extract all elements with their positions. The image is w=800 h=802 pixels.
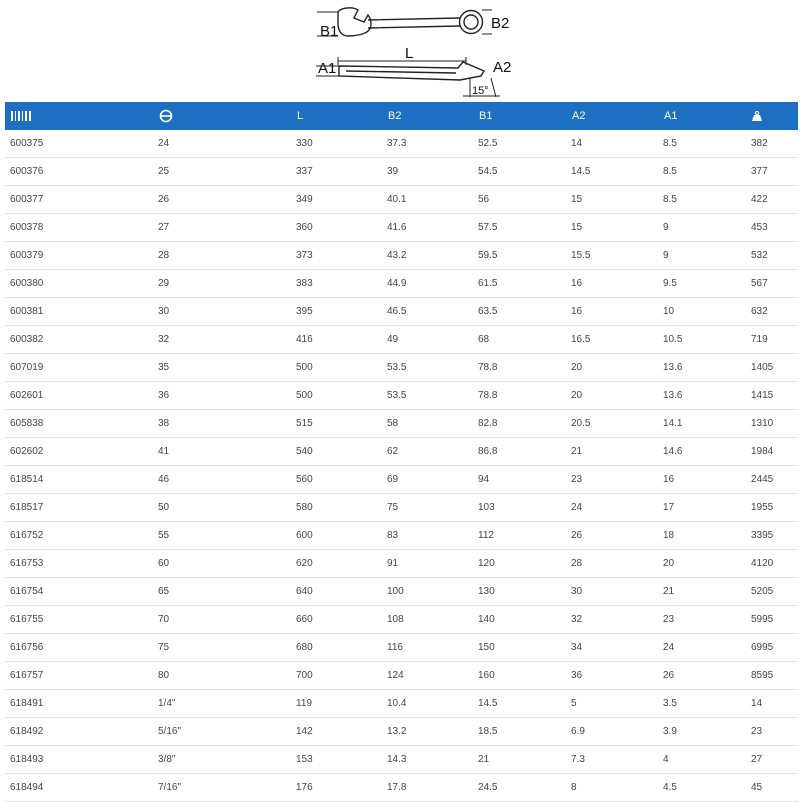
col-header-b2: B2 (382, 102, 473, 130)
cell-b1: 150 (473, 634, 566, 662)
cell-article: 616752 (5, 522, 153, 550)
cell-l: 337 (291, 158, 382, 186)
cell-a1: 16 (658, 466, 746, 494)
col-header-article (5, 102, 153, 130)
cell-weight: 1405 (746, 354, 798, 382)
cell-b2: 69 (382, 466, 473, 494)
cell-b1: 130 (473, 578, 566, 606)
cell-article: 618517 (5, 494, 153, 522)
cell-a1: 3.9 (658, 718, 746, 746)
cell-b2: 53.5 (382, 382, 473, 410)
cell-b2: 41.6 (382, 214, 473, 242)
cell-article: 618492 (5, 718, 153, 746)
label-l: L (405, 45, 414, 62)
cell-a1: 4 (658, 746, 746, 774)
cell-weight: 1955 (746, 494, 798, 522)
table-row (5, 662, 798, 690)
table-row (5, 774, 798, 802)
cell-a2: 26 (566, 522, 658, 550)
table-row (5, 578, 798, 606)
cell-size: 36 (153, 382, 291, 410)
cell-article: 616754 (5, 578, 153, 606)
cell-a2: 30 (566, 578, 658, 606)
cell-a2: 16.5 (566, 326, 658, 354)
cell-b2: 37.3 (382, 130, 473, 158)
table-header-row (5, 102, 798, 130)
cell-l: 395 (291, 298, 382, 326)
cell-article: 600381 (5, 298, 153, 326)
cell-article: 605838 (5, 410, 153, 438)
table-row (5, 410, 798, 438)
cell-a2: 20.5 (566, 410, 658, 438)
cell-article: 602601 (5, 382, 153, 410)
cell-a1: 10 (658, 298, 746, 326)
cell-a1: 14.6 (658, 438, 746, 466)
cell-a1: 21 (658, 578, 746, 606)
cell-b1: 18.5 (473, 718, 566, 746)
cell-article: 600382 (5, 326, 153, 354)
cell-size: 41 (153, 438, 291, 466)
cell-a2: 16 (566, 270, 658, 298)
cell-weight: 382 (746, 130, 798, 158)
cell-b2: 116 (382, 634, 473, 662)
cell-b1: 78.8 (473, 382, 566, 410)
cell-article: 600380 (5, 270, 153, 298)
cell-weight: 5995 (746, 606, 798, 634)
col-header-size (153, 102, 291, 130)
cell-a1: 13.6 (658, 354, 746, 382)
cell-size: 30 (153, 298, 291, 326)
cell-l: 330 (291, 130, 382, 158)
cell-weight: 45 (746, 774, 798, 802)
cell-b1: 160 (473, 662, 566, 690)
label-b2: B2 (491, 15, 510, 32)
cell-article: 618494 (5, 774, 153, 802)
cell-b1: 82.8 (473, 410, 566, 438)
label-a2: A2 (493, 59, 512, 76)
cell-weight: 719 (746, 326, 798, 354)
cell-b1: 112 (473, 522, 566, 550)
table-row (5, 438, 798, 466)
label-b1: B1 (320, 23, 339, 40)
cell-a2: 7.3 (566, 746, 658, 774)
wrench-size-icon (159, 109, 173, 123)
cell-a2: 20 (566, 354, 658, 382)
cell-b1: 68 (473, 326, 566, 354)
cell-weight: 4120 (746, 550, 798, 578)
cell-b2: 83 (382, 522, 473, 550)
cell-size: 7/16" (153, 774, 291, 802)
cell-b1: 103 (473, 494, 566, 522)
table-row (5, 186, 798, 214)
cell-b2: 75 (382, 494, 473, 522)
cell-weight: 377 (746, 158, 798, 186)
cell-a1: 9 (658, 214, 746, 242)
col-header-b1: B1 (473, 102, 566, 130)
cell-size: 24 (153, 130, 291, 158)
cell-article: 618491 (5, 690, 153, 718)
cell-b2: 13.2 (382, 718, 473, 746)
cell-a1: 9.5 (658, 270, 746, 298)
cell-b1: 24.5 (473, 774, 566, 802)
cell-a2: 16 (566, 298, 658, 326)
cell-b2: 124 (382, 662, 473, 690)
col-header-l: L (291, 102, 382, 130)
cell-l: 153 (291, 746, 382, 774)
cell-b1: 21 (473, 746, 566, 774)
cell-a2: 23 (566, 466, 658, 494)
cell-article: 600377 (5, 186, 153, 214)
cell-a1: 8.5 (658, 158, 746, 186)
cell-weight: 632 (746, 298, 798, 326)
cell-b1: 120 (473, 550, 566, 578)
cell-size: 75 (153, 634, 291, 662)
cell-weight: 14 (746, 690, 798, 718)
table-row (5, 354, 798, 382)
cell-b2: 40.1 (382, 186, 473, 214)
cell-b2: 58 (382, 410, 473, 438)
cell-l: 600 (291, 522, 382, 550)
cell-b2: 14.3 (382, 746, 473, 774)
cell-weight: 1310 (746, 410, 798, 438)
cell-a2: 24 (566, 494, 658, 522)
table-row (5, 690, 798, 718)
table-row (5, 326, 798, 354)
cell-a1: 3.5 (658, 690, 746, 718)
cell-b2: 62 (382, 438, 473, 466)
cell-b1: 57.5 (473, 214, 566, 242)
cell-l: 119 (291, 690, 382, 718)
cell-l: 540 (291, 438, 382, 466)
table-row (5, 606, 798, 634)
cell-weight: 453 (746, 214, 798, 242)
cell-a2: 34 (566, 634, 658, 662)
cell-weight: 27 (746, 746, 798, 774)
cell-a2: 14 (566, 130, 658, 158)
col-header-a2: A2 (566, 102, 658, 130)
cell-b2: 10.4 (382, 690, 473, 718)
table-row (5, 522, 798, 550)
cell-article: 616757 (5, 662, 153, 690)
barcode-icon (11, 111, 31, 121)
cell-a2: 15 (566, 186, 658, 214)
cell-a1: 10.5 (658, 326, 746, 354)
cell-l: 700 (291, 662, 382, 690)
label-angle: 15° (472, 85, 489, 97)
cell-l: 142 (291, 718, 382, 746)
cell-weight: 532 (746, 242, 798, 270)
cell-size: 3/8" (153, 746, 291, 774)
table-row (5, 718, 798, 746)
cell-b1: 78.8 (473, 354, 566, 382)
cell-l: 640 (291, 578, 382, 606)
cell-b2: 43.2 (382, 242, 473, 270)
cell-l: 580 (291, 494, 382, 522)
label-a1: A1 (318, 60, 337, 77)
cell-size: 70 (153, 606, 291, 634)
cell-weight: 1415 (746, 382, 798, 410)
cell-a1: 23 (658, 606, 746, 634)
cell-b1: 61.5 (473, 270, 566, 298)
cell-size: 60 (153, 550, 291, 578)
cell-article: 600376 (5, 158, 153, 186)
cell-a2: 6.9 (566, 718, 658, 746)
cell-size: 5/16" (153, 718, 291, 746)
cell-weight: 5205 (746, 578, 798, 606)
cell-b1: 52.5 (473, 130, 566, 158)
cell-size: 27 (153, 214, 291, 242)
col-header-weight (746, 102, 798, 130)
cell-a2: 21 (566, 438, 658, 466)
cell-l: 176 (291, 774, 382, 802)
cell-l: 373 (291, 242, 382, 270)
cell-b2: 44.9 (382, 270, 473, 298)
cell-l: 560 (291, 466, 382, 494)
cell-a2: 8 (566, 774, 658, 802)
cell-b1: 56 (473, 186, 566, 214)
table-row (5, 158, 798, 186)
cell-size: 38 (153, 410, 291, 438)
cell-size: 46 (153, 466, 291, 494)
cell-a1: 9 (658, 242, 746, 270)
cell-b2: 108 (382, 606, 473, 634)
cell-a2: 14.5 (566, 158, 658, 186)
cell-b1: 14.5 (473, 690, 566, 718)
cell-size: 80 (153, 662, 291, 690)
cell-size: 29 (153, 270, 291, 298)
cell-b1: 94 (473, 466, 566, 494)
cell-l: 500 (291, 354, 382, 382)
cell-l: 500 (291, 382, 382, 410)
cell-l: 349 (291, 186, 382, 214)
cell-weight: 1984 (746, 438, 798, 466)
table-row (5, 130, 798, 158)
cell-weight: 23 (746, 718, 798, 746)
table-row (5, 214, 798, 242)
cell-a1: 4.5 (658, 774, 746, 802)
cell-b2: 91 (382, 550, 473, 578)
cell-l: 383 (291, 270, 382, 298)
table-row (5, 550, 798, 578)
cell-a2: 20 (566, 382, 658, 410)
table-row (5, 634, 798, 662)
cell-l: 515 (291, 410, 382, 438)
wrench-side-view (339, 62, 484, 80)
cell-size: 35 (153, 354, 291, 382)
cell-a2: 28 (566, 550, 658, 578)
cell-size: 50 (153, 494, 291, 522)
cell-b2: 46.5 (382, 298, 473, 326)
cell-b2: 39 (382, 158, 473, 186)
cell-a1: 18 (658, 522, 746, 550)
cell-weight: 2445 (746, 466, 798, 494)
cell-weight: 6995 (746, 634, 798, 662)
cell-weight: 567 (746, 270, 798, 298)
cell-article: 616753 (5, 550, 153, 578)
cell-size: 25 (153, 158, 291, 186)
cell-weight: 8595 (746, 662, 798, 690)
cell-article: 607019 (5, 354, 153, 382)
cell-a1: 13.6 (658, 382, 746, 410)
cell-a2: 15.5 (566, 242, 658, 270)
l-dimension (338, 57, 466, 65)
cell-l: 660 (291, 606, 382, 634)
cell-a1: 20 (658, 550, 746, 578)
cell-a2: 5 (566, 690, 658, 718)
cell-a1: 8.5 (658, 130, 746, 158)
cell-a1: 26 (658, 662, 746, 690)
cell-article: 600378 (5, 214, 153, 242)
cell-size: 26 (153, 186, 291, 214)
table-row (5, 242, 798, 270)
table-row (5, 270, 798, 298)
cell-article: 600379 (5, 242, 153, 270)
cell-weight: 422 (746, 186, 798, 214)
cell-a1: 14.1 (658, 410, 746, 438)
table-body (5, 130, 798, 802)
cell-l: 620 (291, 550, 382, 578)
cell-article: 600375 (5, 130, 153, 158)
cell-a2: 32 (566, 606, 658, 634)
cell-a1: 17 (658, 494, 746, 522)
cell-a1: 24 (658, 634, 746, 662)
cell-b1: 54.5 (473, 158, 566, 186)
table-row (5, 298, 798, 326)
cell-b1: 140 (473, 606, 566, 634)
cell-l: 416 (291, 326, 382, 354)
cell-b2: 49 (382, 326, 473, 354)
cell-size: 55 (153, 522, 291, 550)
cell-b2: 100 (382, 578, 473, 606)
cell-a1: 8.5 (658, 186, 746, 214)
cell-size: 28 (153, 242, 291, 270)
cell-l: 680 (291, 634, 382, 662)
cell-weight: 3395 (746, 522, 798, 550)
weight-icon (752, 111, 762, 121)
wrench-dimension-diagram (0, 0, 800, 100)
table-row (5, 746, 798, 774)
cell-l: 360 (291, 214, 382, 242)
cell-b1: 63.5 (473, 298, 566, 326)
table-row (5, 466, 798, 494)
cell-b2: 17.8 (382, 774, 473, 802)
table-row (5, 494, 798, 522)
cell-a2: 15 (566, 214, 658, 242)
table-row (5, 382, 798, 410)
cell-article: 618514 (5, 466, 153, 494)
cell-size: 65 (153, 578, 291, 606)
cell-b1: 59.5 (473, 242, 566, 270)
cell-article: 616756 (5, 634, 153, 662)
cell-article: 618493 (5, 746, 153, 774)
specification-table (5, 102, 798, 802)
wrench-top-view (338, 8, 483, 36)
cell-size: 1/4" (153, 690, 291, 718)
cell-b2: 53.5 (382, 354, 473, 382)
cell-article: 616755 (5, 606, 153, 634)
cell-article: 602602 (5, 438, 153, 466)
col-header-a1: A1 (658, 102, 746, 130)
cell-a2: 36 (566, 662, 658, 690)
cell-b1: 86.8 (473, 438, 566, 466)
cell-size: 32 (153, 326, 291, 354)
